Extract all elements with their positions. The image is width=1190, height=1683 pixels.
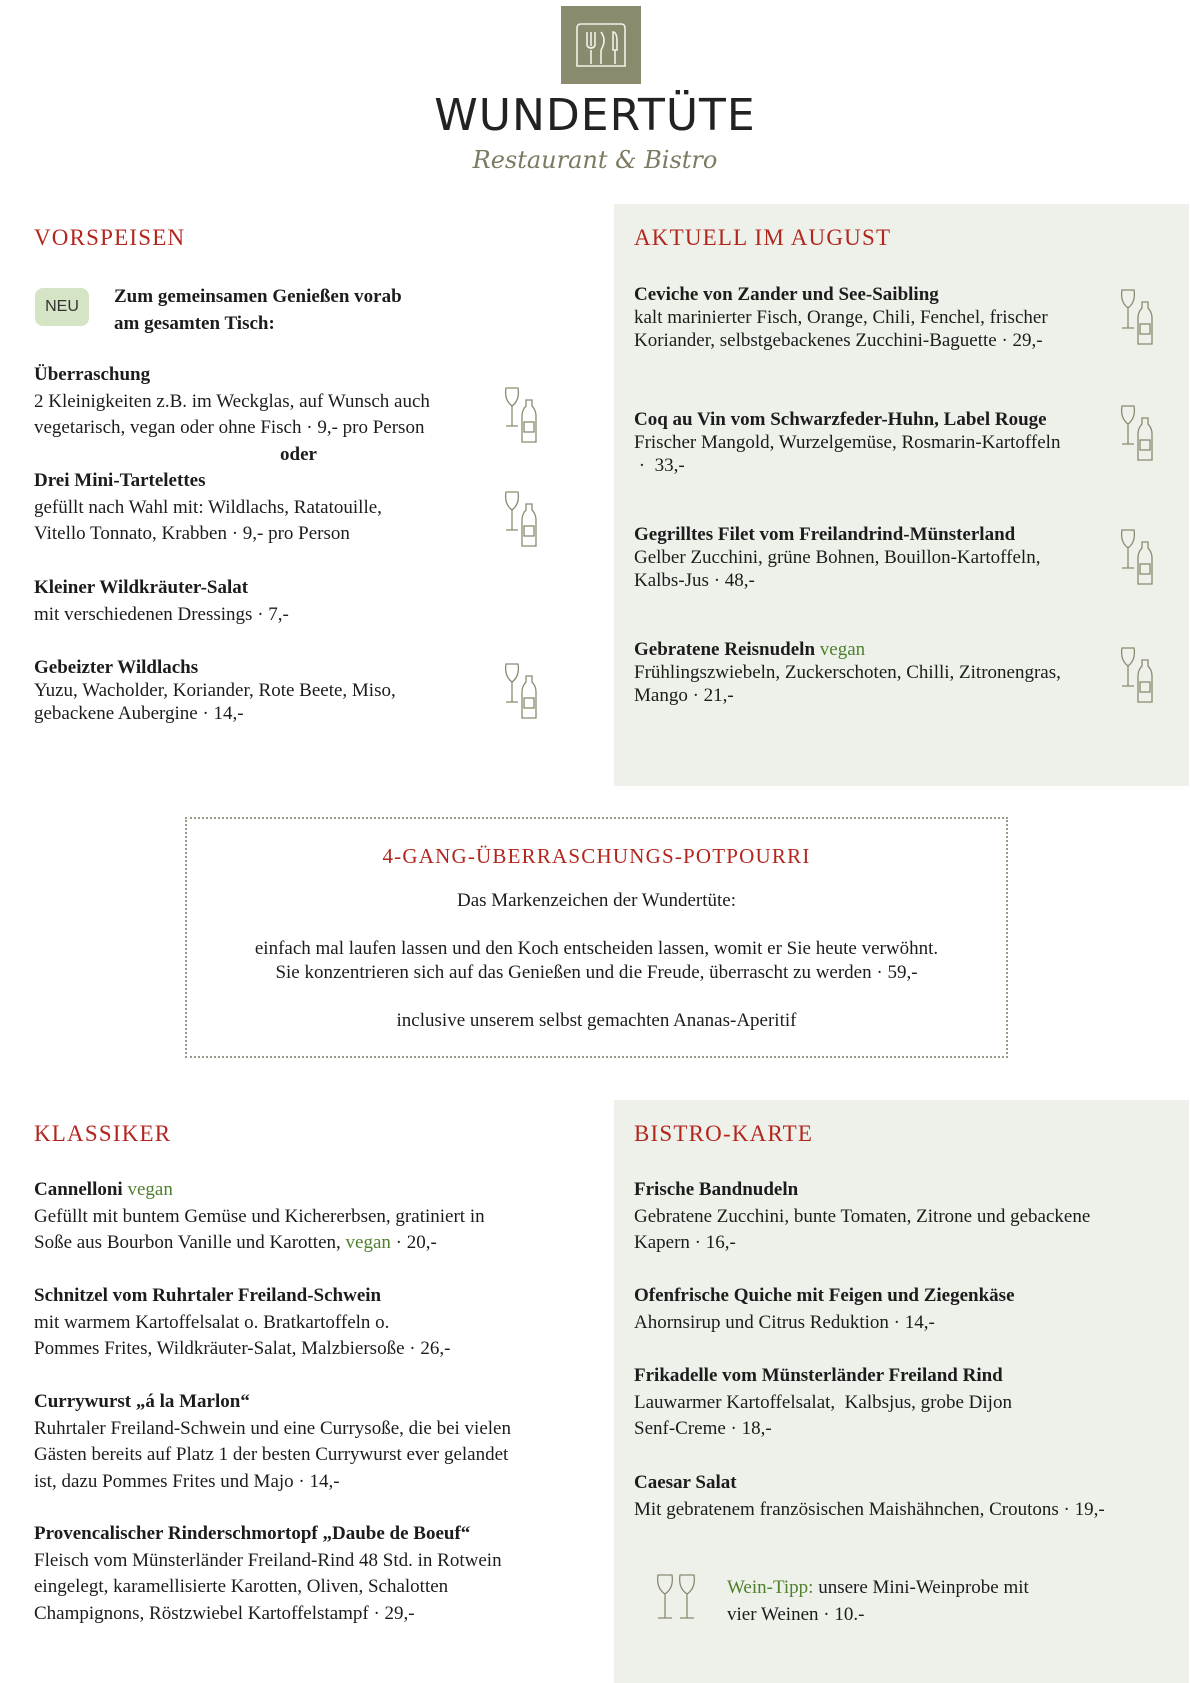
wine-glass-bottle-icon [1118,644,1158,706]
dish-coq-au-vin [634,408,1114,477]
or-separator: oder [280,444,317,465]
wine-glass-bottle-icon [502,660,542,722]
potpourri-content [185,844,1008,1033]
dish-desc: Frischer Mangold, Wurzelgemüse, Rosmarin-Kartoffeln [634,432,1061,453]
dish-name: Gebeizter Wildlachs [34,657,199,678]
wine-tip [727,1575,1029,1628]
dish-name: Cannelloni [34,1179,123,1200]
section-title-vorspeisen: VORSPEISEN [34,225,186,250]
dish-desc: kalt marinierter Fisch, Orange, Chili, Fenchel, frischer [634,307,1048,328]
dish-quiche [634,1283,1174,1336]
dish-desc: mit warmem Kartoffelsalat o. Bratkartoffeln o. [34,1311,390,1333]
dish-desc: Mit gebratenem französischen Maishähnchen, Croutons · 19,- [634,1498,1105,1520]
wine-glass-bottle-icon [1118,526,1158,588]
brand-name: WUNDERTÜTE [434,90,756,141]
dish-desc: vegetarisch, vegan oder ohne Fisch · 9,- pro Person [34,417,425,438]
dish-desc: Gefüllt mit buntem Gemüse und Kichererbsen, gratiniert in [34,1205,485,1227]
brand-subtitle: Restaurant & Bistro [472,146,718,174]
dish-name: Frikadelle vom Münsterländer Freiland Rind [634,1365,1003,1386]
desc-price: · 20,- [390,1232,437,1253]
dish-title-row [34,1177,604,1204]
dish-title-row [634,638,1114,662]
dish-name: Überraschung [34,364,151,385]
dish-desc: Frühlingszwiebeln, Zuckerschoten, Chilli, Zitronengras, [634,662,1061,683]
dish-desc: · 33,- [634,454,685,476]
dish-desc: 2 Kleinigkeiten z.B. im Weckglas, auf Wunsch auch [34,390,430,412]
dish-desc: mit verschiedenen Dressings · 7,- [34,603,289,625]
dish-desc: Lauwarmer Kartoffelsalat, Kalbsjus, grobe Dijon [634,1391,1012,1413]
dish-name: Gebratene Reisnudeln [634,639,816,660]
dish-caesar [634,1470,1179,1523]
potpourri-line-4: inclusive unserem selbst gemachten Ananas-Aperitif [396,1010,797,1031]
dish-name: Frische Bandnudeln [634,1179,799,1200]
wine-glass-bottle-icon [502,488,542,550]
wine-glass-bottle-icon [502,384,542,446]
dish-filet [634,523,1114,592]
dish-desc: Ruhrtaler Freiland-Schwein und eine Currysoße, die bei vielen [34,1417,511,1439]
wine-glass-bottle-icon [1118,402,1158,464]
intro-line-2: am gesamten Tisch: [114,313,275,334]
dish-salat [34,575,594,628]
dish-desc: ist, dazu Pommes Frites und Majo · 14,- [34,1470,340,1492]
desc-text: Soße aus Bourbon Vanille und Karotten, [34,1232,346,1253]
potpourri-line-3: Sie konzentrieren sich auf das Genießen und die Freude, überrascht zu werden · 59,- [275,962,918,983]
dish-name: Provencalischer Rinderschmortopf „Daube de Boeuf“ [34,1523,471,1544]
dish-desc: Koriander, selbstgebackenes Zucchini-Baguette · 29,- [634,329,1043,351]
dish-desc: gefüllt nach Wahl mit: Wildlachs, Ratatouille, [34,496,382,518]
new-badge: NEU [35,288,89,326]
dish-name: Gegrilltes Filet vom Freilandrind-Münsterland [634,524,1016,545]
intro-line-1: Zum gemeinsamen Genießen vorab [114,286,402,307]
dish-desc: Fleisch vom Münsterländer Freiland-Rind 48 Std. in Rotwein [34,1549,502,1571]
dish-name: Drei Mini-Tartelettes [34,470,206,491]
dish-reisnudeln [634,638,1114,707]
dish-name: Coq au Vin vom Schwarzfeder-Huhn, Label Rouge [634,409,1047,430]
dish-desc: Pommes Frites, Wildkräuter-Salat, Malzbiersoße · 26,- [34,1338,451,1359]
dish-desc: Gästen bereits auf Platz 1 der besten Currywurst ever gelandet [34,1444,509,1465]
dish-desc: Senf-Creme · 18,- [634,1418,772,1439]
vegan-tag: vegan [345,1232,391,1253]
vorspeisen-intro [114,283,402,337]
dish-desc: Kapern · 16,- [634,1232,736,1253]
wine-tip-text: unsere Mini-Weinprobe mit [813,1577,1029,1598]
dish-schnitzel [34,1283,604,1363]
dish-daube [34,1521,604,1627]
section-title-potpourri: 4-GANG-ÜBERRASCHUNGS-POTPOURRI [382,844,811,868]
dish-desc: Champignons, Röstzwiebel Kartoffelstampf · 29,- [34,1602,415,1624]
dish-desc: Mango · 21,- [634,684,734,706]
logo-icon [561,6,641,84]
section-title-bistro: BISTRO-KARTE [634,1121,814,1146]
dish-desc: gebackene Aubergine · 14,- [34,702,244,724]
dish-desc: Kalbs-Jus · 48,- [634,569,755,591]
potpourri-line-2: einfach mal laufen lassen und den Koch entscheiden lassen, womit er Sie heute verwöhnt. [254,938,939,959]
potpourri-line-1: Das Markenzeichen der Wundertüte: [456,890,737,911]
dish-desc: Gebratene Zucchini, bunte Tomaten, Zitrone und gebackene [634,1205,1091,1227]
dish-desc [34,1230,604,1257]
dish-desc: Gelber Zucchini, grüne Bohnen, Bouillon-Kartoffeln, [634,547,1041,568]
dish-desc: Yuzu, Wacholder, Koriander, Rote Beete, Miso, [34,680,396,701]
dish-frikadelle [634,1363,1174,1443]
dish-bandnudeln [634,1177,1174,1257]
section-title-aktuell: AKTUELL IM AUGUST [634,225,892,250]
dish-cannelloni [34,1177,604,1257]
section-title-klassiker: KLASSIKER [34,1121,172,1146]
wine-glass-bottle-icon [1118,286,1158,348]
wine-tip-line-2: vier Weinen · 10.- [727,1603,865,1625]
wine-tip-line-1 [727,1575,1029,1602]
dish-name: Schnitzel vom Ruhrtaler Freiland-Schwein [34,1285,382,1306]
dish-currywurst [34,1389,604,1495]
vegan-tag: vegan [127,1179,173,1200]
dish-name: Caesar Salat [634,1472,737,1493]
dish-desc: Ahornsirup und Citrus Reduktion · 14,- [634,1311,935,1333]
dish-name: Kleiner Wildkräuter-Salat [34,577,249,598]
vegan-tag: vegan [819,639,866,660]
dish-name: Ceviche von Zander und See-Saibling [634,284,939,305]
dish-desc: Vitello Tonnato, Krabben · 9,- pro Person [34,523,350,544]
wine-tip-label: Wein-Tipp: [727,1577,814,1598]
dish-name: Currywurst „á la Marlon“ [34,1391,250,1412]
two-wine-glasses-icon [654,1572,700,1624]
dish-name: Ofenfrische Quiche mit Feigen und Ziegenkäse [634,1285,1015,1306]
dish-ceviche [634,283,1114,352]
dish-desc: eingelegt, karamellisierte Karotten, Oliven, Schalotten [34,1576,449,1597]
